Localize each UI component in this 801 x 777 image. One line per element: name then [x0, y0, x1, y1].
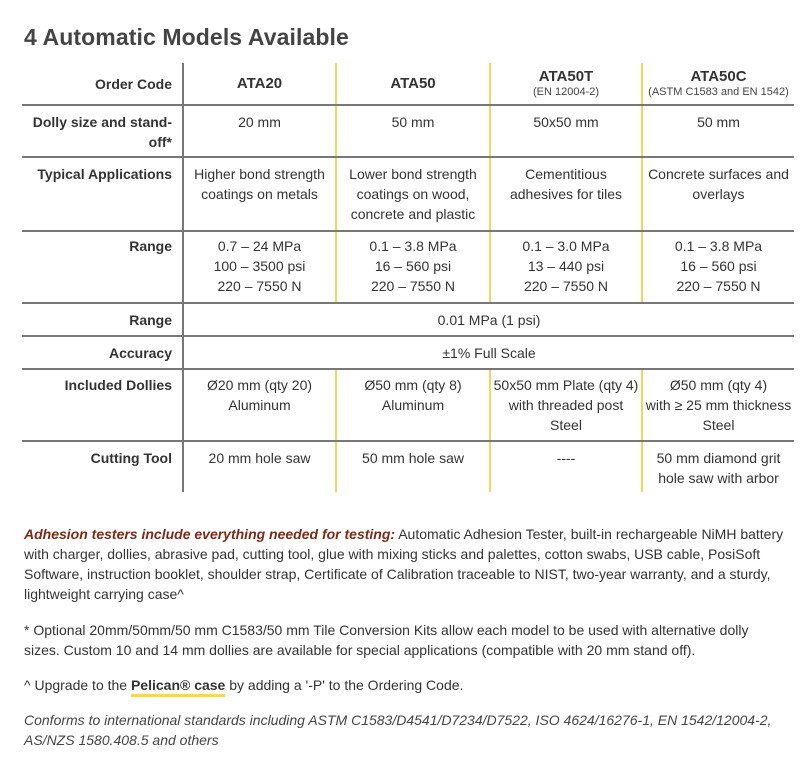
table-cell	[490, 441, 642, 492]
cell-line: coatings on metals	[201, 186, 318, 202]
model-header-ata20	[183, 63, 336, 105]
optional-note: * Optional 20mm/50mm/50 mm C1583/50 mm Tile Conversion Kits allow each model to be used with alternative dolly sizes. Custom 10 and 14 mm dollies are available for special applications (compatible with 20 mm stand off).	[24, 622, 749, 658]
cell-line: hole saw with arbor	[658, 470, 779, 486]
table-cell	[336, 441, 490, 492]
cell-line: with ≥ 25 mm thickness	[645, 397, 792, 413]
table-cell: ±1% Full Scale	[183, 336, 794, 369]
cell-line: 13 – 440 psi	[527, 258, 605, 274]
table-cell	[183, 157, 336, 231]
includes-body: Automatic Adhesion Tester, built-in rechargeable NiMH battery with charger, dollies, abrasive pad, cutting tool, glue with mixing sticks and palettes, cotton swabs, USB cable, PosiSoft Software, instruction booklet, shoulder strap, Certificate of Calibration traceable to NIST, two-year warranty, and a sturdy, lightweight carrying case^	[24, 526, 784, 602]
cell-line: ----	[556, 450, 576, 466]
model-header-ata50c	[642, 63, 794, 105]
cell-line: 220 – 7550 N	[523, 278, 609, 294]
row-label: Included Dollies	[22, 369, 183, 441]
models-table	[22, 63, 794, 492]
cell-line: 0.1 – 3.0 MPa	[522, 238, 610, 254]
row-label: Range	[22, 303, 183, 336]
cell-line: Steel	[702, 417, 735, 433]
table-row	[22, 303, 794, 336]
cell-line: concrete and plastic	[350, 206, 476, 222]
cell-line: coatings on wood,	[356, 186, 470, 202]
row-label: Accuracy	[22, 336, 183, 369]
row-label: Range	[22, 231, 183, 303]
table-cell	[642, 157, 794, 231]
table-row	[22, 336, 794, 369]
cell-line: 220 – 7550 N	[676, 278, 761, 294]
model-standard: (ASTM C1583 and EN 1542)	[648, 86, 789, 98]
cell-line: with threaded post	[508, 397, 624, 413]
cell-line: 16 – 560 psi	[680, 258, 757, 274]
table-row	[22, 63, 794, 105]
cell-line: 50 mm diamond grit	[656, 450, 781, 466]
cell-line: 50x50 mm Plate (qty 4)	[493, 377, 639, 393]
page-title: 4 Automatic Models Available	[24, 24, 349, 50]
cell-line: 50 mm hole saw	[362, 450, 464, 466]
cell-line: 0.1 – 3.8 MPa	[674, 238, 763, 254]
table-row	[22, 105, 794, 157]
row-label: Order Code	[22, 63, 183, 105]
cell-line: Aluminum	[228, 397, 291, 413]
table-cell: 0.01 MPa (1 psi)	[183, 303, 794, 336]
includes-note	[24, 524, 788, 604]
cell-line: Ø50 mm (qty 4)	[669, 377, 768, 393]
table-cell	[183, 441, 336, 492]
table-cell: 50 mm	[642, 105, 794, 157]
cell-line: 0.1 – 3.8 MPa	[369, 238, 457, 254]
table-cell	[642, 369, 794, 441]
standards-note: Conforms to international standards including ASTM C1583/D4541/D7234/D7522, ISO 4624/16276-1, EN 1542/12004-2, AS/NZS 1580.408.5 and others	[24, 712, 772, 748]
cell-line: 100 – 3500 psi	[213, 258, 306, 274]
model-code: ATA50	[390, 74, 436, 92]
table-cell	[490, 369, 642, 441]
cell-line: Higher bond strength	[194, 166, 325, 182]
table-cell	[336, 369, 490, 441]
cell-line: Ø50 mm (qty 8)	[364, 377, 462, 393]
cell-line: 220 – 7550 N	[370, 278, 456, 294]
cell-line: Aluminum	[381, 397, 445, 413]
cell-line: 0.7 – 24 MPa	[217, 238, 302, 254]
model-standard: (EN 12004-2)	[532, 86, 600, 98]
table-cell	[336, 231, 490, 303]
table-cell	[183, 369, 336, 441]
cell-line: 20 mm hole saw	[208, 450, 311, 466]
table-cell	[183, 231, 336, 303]
table-cell	[642, 441, 794, 492]
table-cell: 50x50 mm	[490, 105, 642, 157]
upgrade-prefix: ^ Upgrade to the	[24, 677, 131, 693]
table-cell	[490, 231, 642, 303]
model-code: ATA20	[236, 74, 283, 92]
upgrade-suffix: by adding a '-P' to the Ordering Code.	[225, 677, 464, 693]
row-label: Dolly size and stand-off*	[22, 105, 183, 157]
table-cell: 50 mm	[336, 105, 490, 157]
table-cell: 20 mm	[183, 105, 336, 157]
cell-line: overlays	[692, 186, 745, 202]
cell-line: Steel	[550, 417, 582, 433]
table-row	[22, 441, 794, 492]
cell-line: adhesives for tiles	[509, 186, 623, 202]
cell-line: 16 – 560 psi	[374, 258, 452, 274]
pelican-case-link[interactable]: Pelican® case	[131, 677, 225, 697]
table-row	[22, 157, 794, 231]
table-row	[22, 369, 794, 441]
model-code: ATA50C	[690, 68, 747, 85]
cell-line: Lower bond strength	[349, 166, 477, 182]
table-cell	[490, 157, 642, 231]
cell-line: Ø20 mm (qty 20)	[206, 377, 313, 393]
model-header-ata50	[336, 63, 490, 105]
model-header-ata50t	[490, 63, 642, 105]
table-cell	[336, 157, 490, 231]
table-row	[22, 231, 794, 303]
upgrade-note	[24, 675, 788, 695]
includes-lead: Adhesion testers include everything needed for testing:	[24, 526, 396, 542]
row-label: Cutting Tool	[22, 441, 183, 492]
cell-line: Cementitious	[525, 166, 607, 182]
cell-line: Concrete surfaces and	[648, 166, 789, 182]
row-label: Typical Applications	[22, 157, 183, 231]
table-cell	[642, 231, 794, 303]
cell-line: 220 – 7550 N	[217, 278, 302, 294]
model-code: ATA50T	[538, 68, 594, 85]
